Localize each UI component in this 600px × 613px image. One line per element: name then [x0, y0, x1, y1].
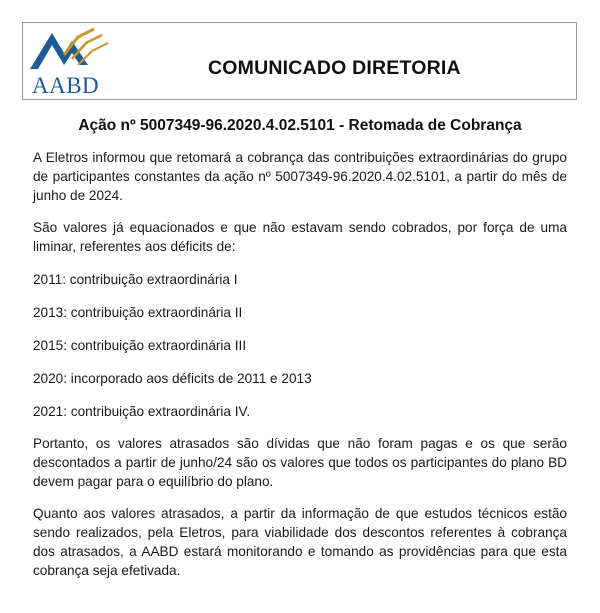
paragraph-values: São valores já equacionados e que não estavam sendo cobrados, por força de uma liminar, referentes aos déficits de:: [33, 220, 567, 254]
paragraph-intro: A Eletros informou que retomará a cobrança das contribuições extraordinárias do grupo de participantes constantes da ação nº 5007349-96.2020.4.02.5101, a partir do mês de junho de 2024.: [33, 150, 567, 203]
list-item-2015: 2015: contribuição extraordinária III: [33, 338, 247, 353]
list-item-2011: 2011: contribuição extraordinária I: [33, 272, 238, 287]
paragraph-portanto: Portanto, os valores atrasados são dívidas que não foram pagas e os que serão descontados a partir de junho/24 são os valores que todos os participantes do plano BD devem pagar para o equilíbrio do plano.: [33, 436, 567, 489]
mountain-logo-icon: [28, 25, 114, 75]
document-subtitle: Ação nº 5007349-96.2020.4.02.5101 - Retomada de Cobrança: [78, 117, 522, 134]
aabd-logo: [28, 25, 114, 97]
page-title: COMUNICADO DIRETORIA: [208, 57, 461, 79]
paragraph-atrasados: Quanto aos valores atrasados, a partir da informação de que estudos técnicos estão sendo realizados, pela Eletros, para viabilidade dos descontos referentes à cobrança dos atrasados, a AABD estará monitorando e tomando as providências para que esta cobrança seja efetivada.: [33, 506, 567, 578]
logo-text: AABD: [32, 73, 100, 98]
header-box: [22, 22, 577, 100]
document-body: [33, 148, 567, 580]
list-item-2021: 2021: contribuição extraordinária IV.: [33, 404, 251, 419]
list-item-2020: 2020: incorporado aos déficits de 2011 e 2013: [33, 371, 312, 386]
list-item-2013: 2013: contribuição extraordinária II: [33, 305, 243, 320]
